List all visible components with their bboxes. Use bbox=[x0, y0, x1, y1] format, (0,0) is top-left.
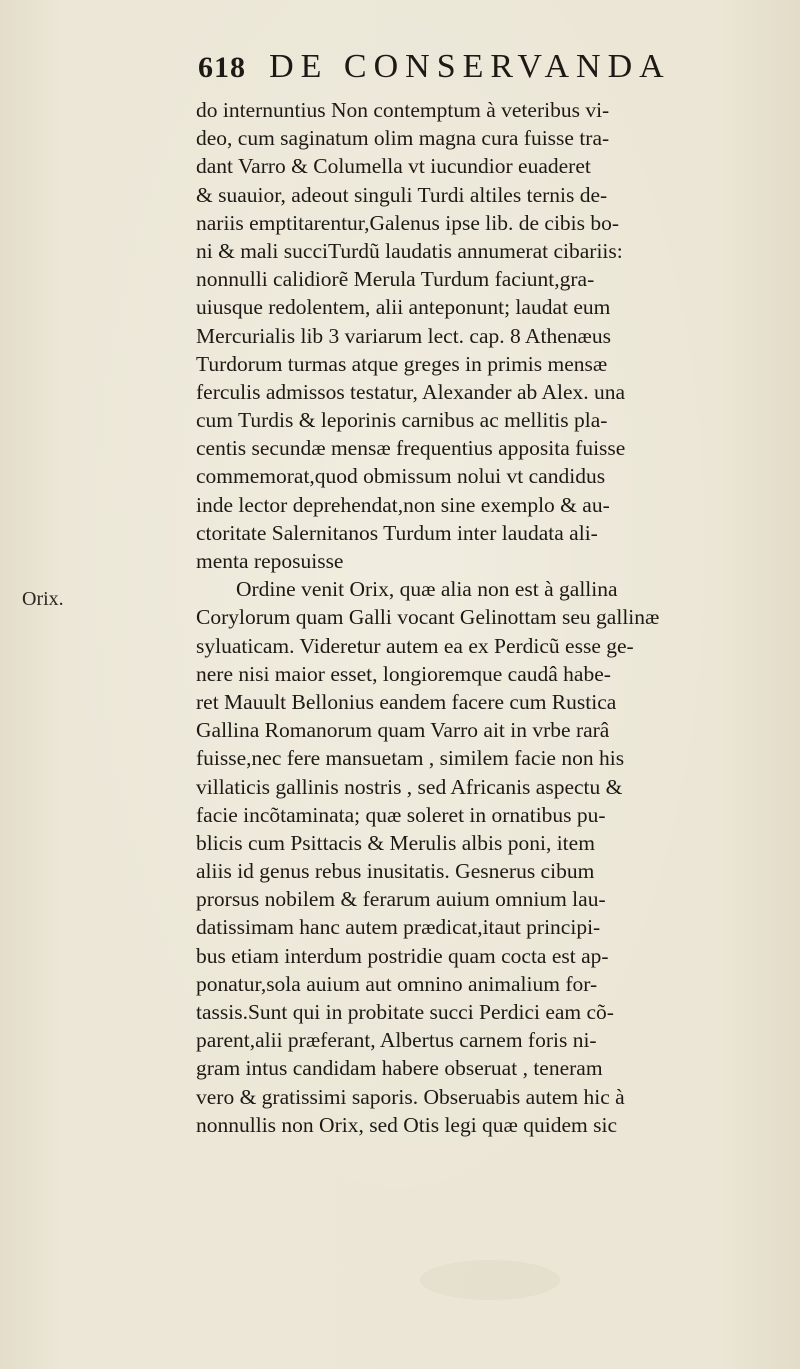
text-line: parent,alii præferant, Albertus carnem foris ni- bbox=[196, 1028, 597, 1053]
text-line: villaticis gallinis nostris , sed Africanis aspectu & bbox=[196, 774, 623, 799]
text-line: syluaticam. Videretur autem ea ex Perdicũ esse ge- bbox=[196, 633, 634, 658]
running-title: DE CONSERVANDA bbox=[269, 48, 671, 85]
text-line: inde lector deprehendat,non sine exemplo & au- bbox=[196, 492, 610, 517]
text-line: Gallina Romanorum quam Varro ait in vrbe rarâ bbox=[196, 718, 610, 743]
text-line: cum Turdis & leporinis carnibus ac mellitis pla- bbox=[196, 408, 608, 433]
text-line: menta reposuisse bbox=[196, 549, 344, 573]
text-line: Corylorum quam Galli vocant Gelinottam seu gallinæ bbox=[196, 605, 660, 630]
page-number: 618 bbox=[198, 51, 246, 84]
text-line: nere nisi maior esset, longioremque caudâ habe- bbox=[196, 661, 611, 686]
text-line: ni & mali succiTurdũ laudatis annumerat cibariis: bbox=[196, 238, 623, 263]
text-line: Mercurialis lib 3 variarum lect. cap. 8 Athenæus bbox=[196, 323, 611, 348]
text-line: facie incõtaminata; quæ soleret in ornatibus pu- bbox=[196, 802, 606, 827]
text-line: commemorat,quod obmissum nolui vt candidus bbox=[196, 464, 606, 489]
text-line: nonnulli calidiorẽ Merula Turdum faciunt,gra- bbox=[196, 267, 595, 292]
margin-note: Orix. bbox=[22, 588, 64, 610]
text-line: do internuntius Non contemptum à veteribus vi- bbox=[196, 98, 610, 122]
text-line: ferculis admissos testatur, Alexander ab Alex. una bbox=[196, 379, 626, 404]
text-line: gram intus candidam habere obseruat , teneram bbox=[196, 1056, 603, 1081]
page-header bbox=[198, 48, 718, 92]
text-line: vero & gratissimi saporis. Obseruabis autem hic à bbox=[196, 1084, 625, 1109]
text-line: datissimam hanc autem prædicat,itaut principi- bbox=[196, 915, 601, 940]
text-line: nonnullis non Orix, sed Otis legi quæ quidem sic bbox=[196, 1112, 618, 1137]
text-line: Turdorum turmas atque greges in primis mensæ bbox=[196, 351, 608, 376]
text-line: prorsus nobilem & ferarum auium omnium lau- bbox=[196, 887, 606, 912]
text-line: ret Mauult Bellonius eandem facere cum Rustica bbox=[196, 689, 617, 714]
text-line: & suauior, adeout singuli Turdi altiles ternis de- bbox=[196, 182, 608, 207]
text-line: ctoritate Salernitanos Turdum inter laudata ali- bbox=[196, 520, 598, 545]
text-line: ponatur,sola auium aut omnino animalium for- bbox=[196, 971, 598, 996]
text-line: aliis id genus rebus inusitatis. Gesnerus cibum bbox=[196, 859, 595, 884]
text-line: deo, cum saginatum olim magna cura fuisse tra- bbox=[196, 126, 610, 151]
text-line: nariis emptitarentur,Galenus ipse lib. de cibis bo- bbox=[196, 210, 620, 235]
text-line: bus etiam interdum postridie quam cocta est ap- bbox=[196, 943, 609, 968]
text-line: blicis cum Psittacis & Merulis albis poni, item bbox=[196, 830, 595, 855]
text-line: tassis.Sunt qui in probitate succi Perdici eam cõ- bbox=[196, 1000, 614, 1024]
text-line: centis secundæ mensæ frequentius apposita fuisse bbox=[196, 436, 626, 461]
text-line: fuisse,nec fere mansuetam , similem facie non his bbox=[196, 746, 625, 771]
paper-stain bbox=[420, 1260, 560, 1300]
text-line: dant Varro & Columella vt iucundior euaderet bbox=[196, 154, 591, 179]
text-line: uiusque redolentem, alii anteponunt; laudat eum bbox=[196, 295, 611, 320]
text-line: Ordine venit Orix, quæ alia non est à gallina bbox=[236, 577, 618, 602]
body-text bbox=[196, 96, 792, 1139]
